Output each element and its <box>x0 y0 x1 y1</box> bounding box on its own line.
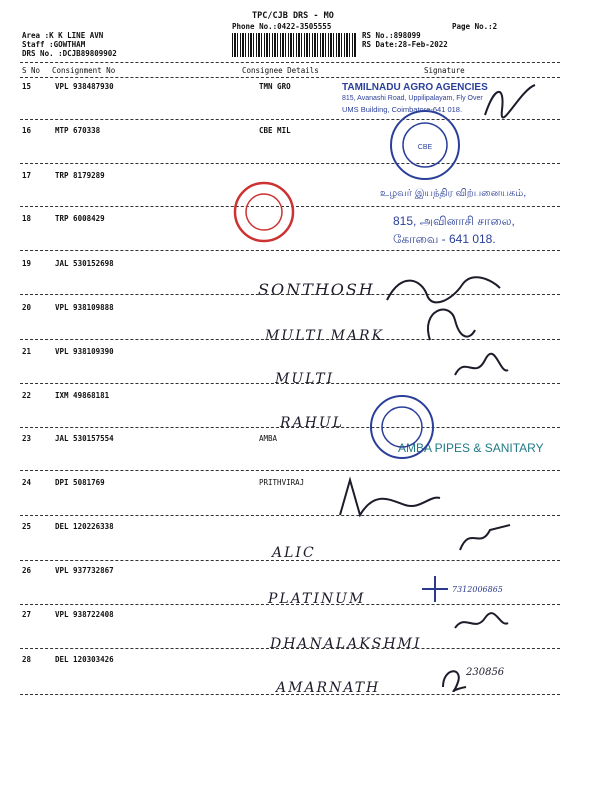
row-consignment: JAL 530152698 <box>55 259 114 268</box>
barcode <box>232 33 356 57</box>
row-consignment: VPL 938109888 <box>55 303 114 312</box>
stamp-tamil-line1: உழவர் இயந்திர விற்பனையகம், <box>380 188 527 199</box>
handwritten-name: RAHUL <box>280 415 344 431</box>
stamp-tamil-line2: 815, அவினாசி சாலை, <box>393 214 515 228</box>
round-stamp-kamatchi <box>232 180 296 244</box>
signature-scribble <box>455 520 515 555</box>
signature-scribble <box>450 350 510 385</box>
row-divider <box>20 648 560 649</box>
doc-title: TPC/CJB DRS - MO <box>252 11 334 21</box>
row-consignee: AMBA <box>259 434 278 443</box>
rs-date: RS Date:28-Feb-2022 <box>362 40 448 49</box>
row-consignment: DEL 120226338 <box>55 522 114 531</box>
row-divider <box>20 560 560 561</box>
row-sno: 20 <box>22 303 32 312</box>
row-consignment: JAL 530157554 <box>55 434 114 443</box>
row-sno: 27 <box>22 610 32 619</box>
phone-number: Phone No.:0422-3505555 <box>232 22 332 31</box>
staff-label: Staff :GOWTHAM <box>22 40 86 49</box>
row-sno: 17 <box>22 171 32 180</box>
col-header-consignment: Consignment No <box>52 66 116 75</box>
rs-number: RS No.:898099 <box>362 31 421 40</box>
drs-number: DRS No. :DCJB89809902 <box>22 49 117 58</box>
handwritten-name: PLATINUM <box>268 591 366 607</box>
row-consignment: TRP 8179289 <box>55 171 105 180</box>
handwritten-name: AMARNATH <box>276 680 381 696</box>
row-consignment: MTP 670338 <box>55 126 101 135</box>
col-header-sno: S No <box>22 66 41 75</box>
handwritten-number: 230856 <box>466 667 505 678</box>
row-sno: 18 <box>22 214 32 223</box>
row-consignment: TRP 6008429 <box>55 214 105 223</box>
row-sno: 19 <box>22 259 32 268</box>
row-divider <box>20 119 560 120</box>
row-consignee: CBE MIL <box>259 126 291 135</box>
row-consignee: TMN GRO <box>259 82 291 91</box>
handwritten-name: MULTI MARK <box>265 328 385 344</box>
signature-scribble <box>450 608 510 638</box>
row-divider <box>20 250 560 251</box>
area-label: Area :K K LINE AVN <box>22 31 104 40</box>
row-consignment: VPL 937732867 <box>55 566 114 575</box>
row-sno: 22 <box>22 391 32 400</box>
signature-scribble <box>420 300 480 345</box>
row-sno: 15 <box>22 82 32 91</box>
page-number: Page No.:2 <box>452 22 498 31</box>
stamp-tamil-line3: கோவை - 641 018. <box>393 232 496 246</box>
signature-scribble <box>420 574 450 604</box>
stamp-agro-city: UMS Building, Coimbatore-641 018. <box>342 105 463 114</box>
row-consignment: VPL 938487930 <box>55 82 114 91</box>
stamp-agro-address: 815, Avanashi Road, Uppilipalayam, Fly Over <box>342 95 483 102</box>
row-consignment: DEL 120303426 <box>55 655 114 664</box>
row-consignment: VPL 938722408 <box>55 610 114 619</box>
row-sno: 28 <box>22 655 32 664</box>
col-header-signature: Signature <box>424 66 465 75</box>
row-consignment: IXM 49868181 <box>55 391 110 400</box>
handwritten-name: DHANALAKSHMI <box>270 636 422 652</box>
handwritten-name: ALIC <box>272 545 316 561</box>
row-divider <box>20 515 560 516</box>
row-divider <box>20 604 560 605</box>
handwritten-name: MULTI <box>275 371 335 387</box>
stamp-agro-title: TAMILNADU AGRO AGENCIES <box>342 82 488 93</box>
divider <box>20 62 560 63</box>
row-sno: 26 <box>22 566 32 575</box>
signature-scribble <box>480 80 540 120</box>
handwritten-phone: 7312006865 <box>452 585 503 594</box>
row-sno: 24 <box>22 478 32 487</box>
signature-scribble <box>335 470 445 525</box>
col-header-consignee: Consignee Details <box>242 66 319 75</box>
row-sno: 23 <box>22 434 32 443</box>
row-divider <box>20 163 560 164</box>
signature-scribble <box>438 662 468 692</box>
row-consignee: PRITHVIRAJ <box>259 478 305 487</box>
row-consignment: DPI 5081769 <box>55 478 105 487</box>
handwritten-name: SONTHOSH <box>258 280 375 299</box>
row-consignment: VPL 938109390 <box>55 347 114 356</box>
svg-text:CBE: CBE <box>417 144 433 151</box>
row-sno: 21 <box>22 347 32 356</box>
round-stamp-ragul <box>368 393 436 461</box>
row-sno: 25 <box>22 522 32 531</box>
row-divider <box>20 694 560 695</box>
round-stamp-mill <box>388 108 462 182</box>
row-divider <box>20 470 560 471</box>
row-sno: 16 <box>22 126 32 135</box>
divider <box>20 77 560 78</box>
row-divider <box>20 427 560 428</box>
stamp-amba: AMBA PIPES & SANITARY <box>398 441 544 455</box>
